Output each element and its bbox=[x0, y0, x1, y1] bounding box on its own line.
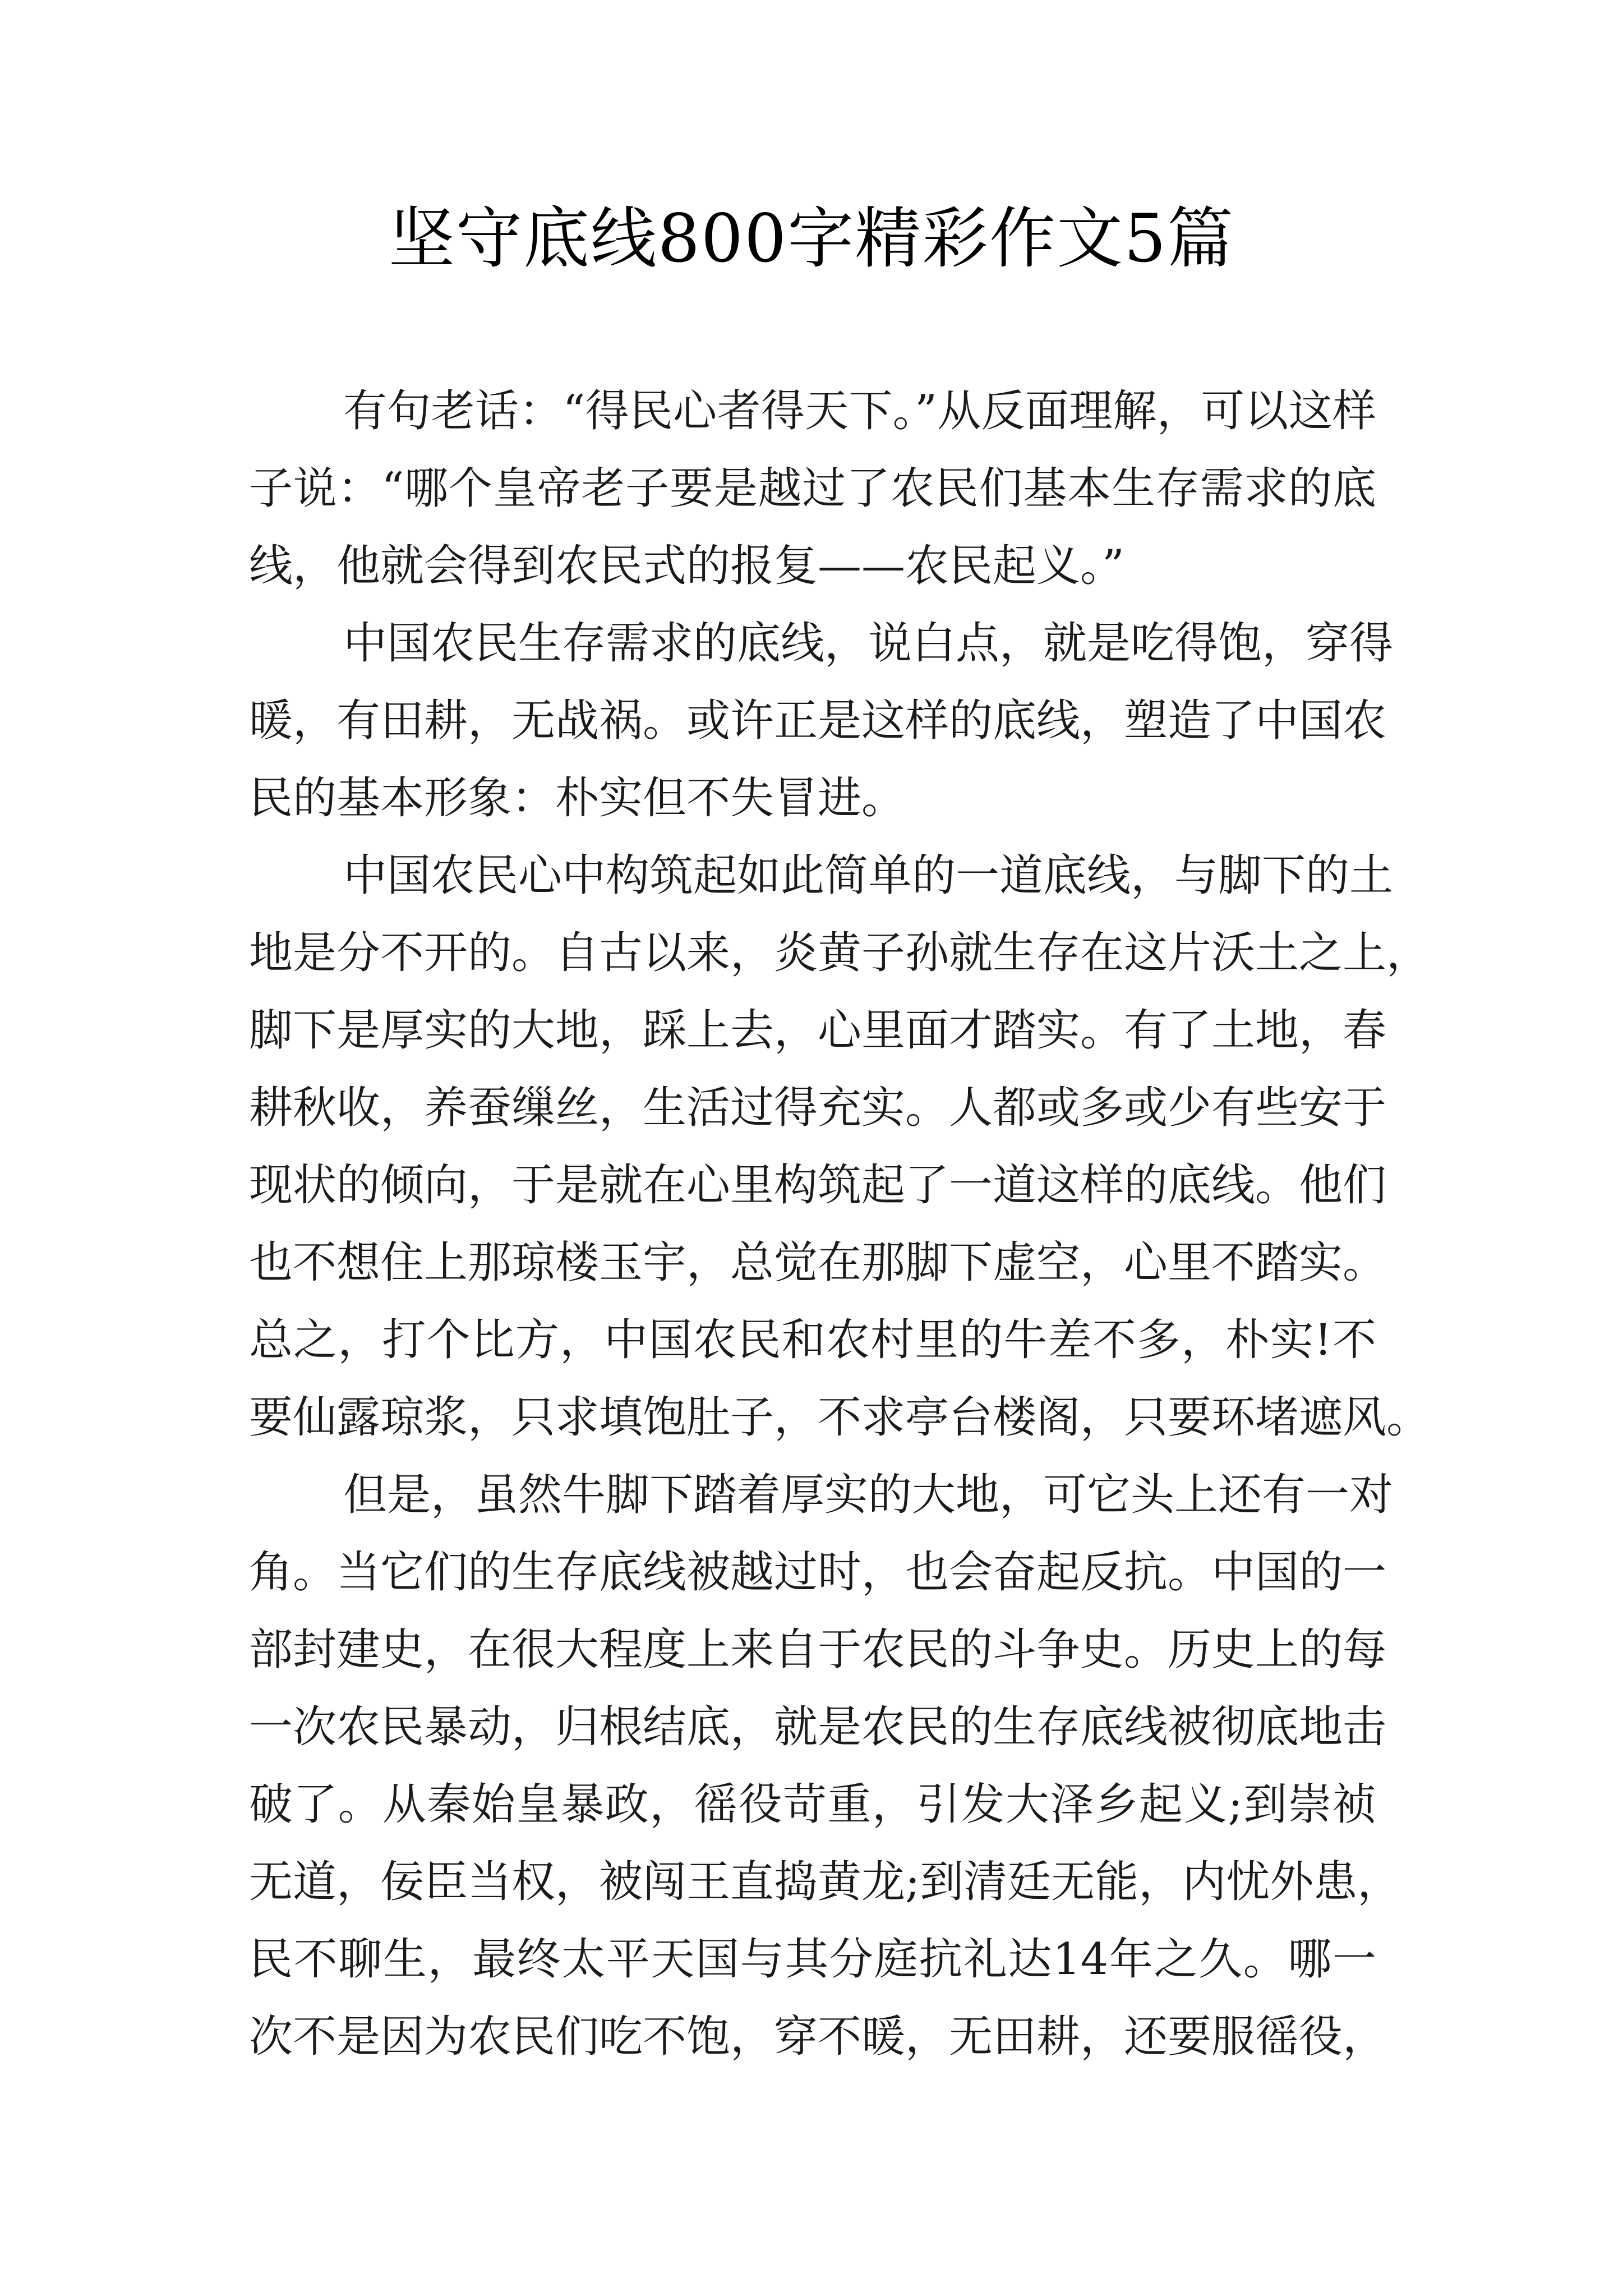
document-title: 坚守底线800字精彩作文5篇 bbox=[388, 200, 1235, 277]
text-line: 线，他就会得到农民式的报复——农民起义。” bbox=[249, 541, 1124, 591]
text-line: 总之，打个比方，中国农民和农村里的牛差不多，朴实!不 bbox=[249, 1315, 1376, 1365]
text-line: 中国农民生存需求的底线，说白点，就是吃得饱，穿得 bbox=[343, 618, 1394, 669]
text-line: 耕秋收，养蚕缫丝，生活过得充实。人都或多或少有些安于 bbox=[249, 1083, 1387, 1133]
text-line: 但是，虽然牛脚下踏着厚实的大地，可它头上还有一对 bbox=[343, 1470, 1394, 1520]
text-line: 有句老话：“得民心者得天下。”从反面理解，可以这样 bbox=[343, 386, 1376, 436]
text-line: 破了。从秦始皇暴政，徭役苛重，引发大泽乡起义;到崇祯 bbox=[249, 1779, 1376, 1830]
paragraph bbox=[249, 605, 1394, 837]
paragraph bbox=[249, 837, 1431, 1456]
text-line: 脚下是厚实的大地，踩上去，心里面才踏实。有了土地，春 bbox=[249, 1005, 1387, 1056]
text-line: 角。当它们的生存底线被越过时，也会奋起反抗。中国的一 bbox=[249, 1547, 1387, 1598]
text-line: 要仙露琼浆，只求填饱肚子，不求亭台楼阁，只要环堵遮风。 bbox=[249, 1392, 1431, 1443]
document-body bbox=[249, 372, 1431, 2076]
text-line: 次不是因为农民们吃不饱，穿不暖，无田耕，还要服徭役， bbox=[249, 2012, 1387, 2062]
text-line: 民不聊生，最终太平天国与其分庭抗礼达14年之久。哪一 bbox=[249, 1934, 1376, 1985]
text-line: 子说：“哪个皇帝老子要是越过了农民们基本生存需求的底 bbox=[249, 463, 1376, 514]
text-line: 地是分不开的。自古以来，炎黄子孙就生存在这片沃土之上， bbox=[249, 928, 1431, 978]
text-line: 现状的倾向，于是就在心里构筑起了一道这样的底线。他们 bbox=[249, 1160, 1387, 1211]
text-line: 无道，佞臣当权，被闯王直捣黄龙;到清廷无能，内忧外患， bbox=[249, 1857, 1401, 1907]
paragraph bbox=[249, 372, 1376, 605]
text-line: 中国农民心中构筑起如此简单的一道底线，与脚下的土 bbox=[343, 850, 1394, 901]
paragraph bbox=[249, 1456, 1401, 2076]
text-line: 暖，有田耕，无战祸。或许正是这样的底线，塑造了中国农 bbox=[249, 696, 1387, 746]
text-line: 民的基本形象：朴实但不失冒进。 bbox=[249, 773, 906, 823]
text-line: 部封建史，在很大程度上来自于农民的斗争史。历史上的每 bbox=[249, 1625, 1387, 1675]
text-line: 一次农民暴动，归根结底，就是农民的生存底线被彻底地击 bbox=[249, 1702, 1387, 1752]
text-line: 也不想住上那琼楼玉宇，总觉在那脚下虚空，心里不踏实。 bbox=[249, 1237, 1387, 1288]
